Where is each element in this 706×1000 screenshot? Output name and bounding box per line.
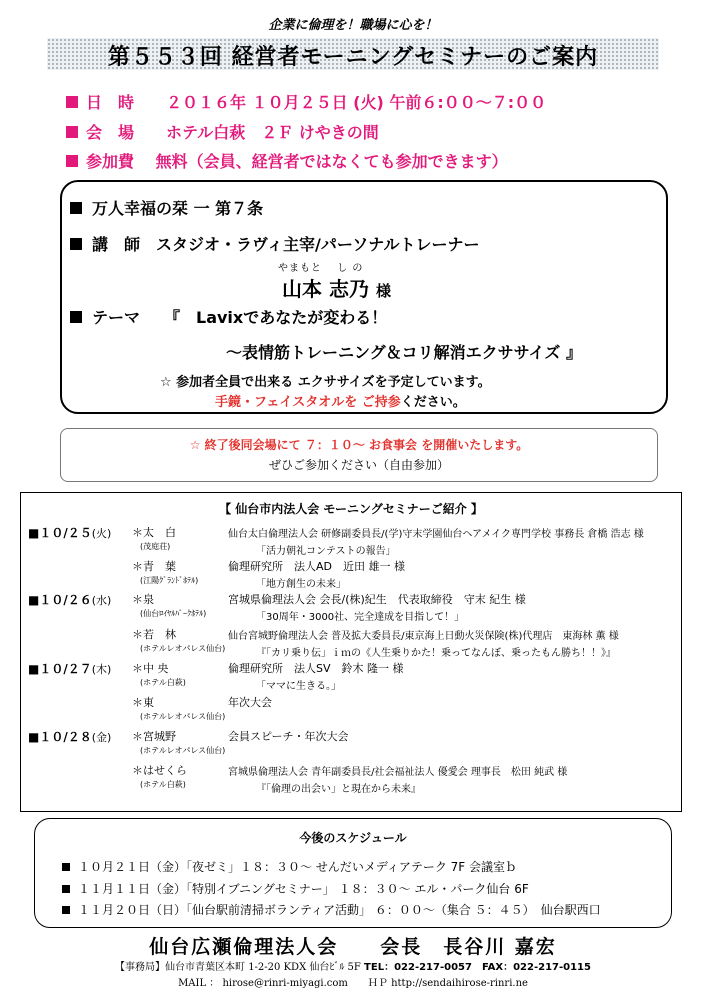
datetime-text: 日 時 ２０１６年 １０月２５日 (火) 午前６:００～７:００ (86, 93, 547, 112)
bullet-square-icon (70, 238, 82, 250)
bullet-square-icon (62, 863, 70, 871)
theme-line2: ～表情筋トレーニング＆コリ解消エクササイズ 』 (226, 343, 582, 362)
row-speaker: 倫理研究所 法人AD 近田 雄一 様 (228, 560, 405, 573)
future-item-text: １０月２１日（金）「夜ゼミ」１８：３０～ せんだいメディアテーク 7F 会議室ｂ (78, 860, 518, 874)
row-unit: ＊青 葉 (132, 560, 176, 573)
row-venue: (ホテルレオパレス仙台) (140, 746, 226, 755)
row-unit: ＊中 央 (132, 662, 169, 675)
exercise-note: ☆ 参加者全員で出来る エクササイズを予定しています。 (160, 375, 491, 390)
row-speaker: 会員スピーチ・年次大会 (228, 730, 349, 743)
bullet-square-icon (62, 906, 70, 914)
schedule-heading: 【 仙台市内法人会 モーニングセミナーご紹介 】 (219, 502, 483, 516)
row-dow: (火) (91, 527, 112, 540)
theme-line1: テーマ 『 Lavixであなたが変わる！ (92, 308, 388, 327)
row-topic: 「ママに生きる。」 (256, 681, 341, 692)
row-topic: 『「カリ乗り伝」ｉｍの《人生乗りかた！乗ってなんぼ、乗ったもん勝ち！！》』 (256, 648, 616, 659)
row-venue: (ホテルレオパレス仙台) (140, 712, 226, 721)
row-speaker: 年次大会 (228, 696, 272, 709)
bring-note-red: 手鏡・フェイスタオルを ご持参 (215, 395, 401, 410)
bring-note (215, 391, 466, 410)
row-venue: (ホテルレオパレス仙台) (140, 644, 226, 653)
row-venue: (茂庭荘) (140, 542, 171, 551)
row-speaker: 倫理研究所 法人SV 鈴木 隆一 様 (228, 662, 404, 675)
list-item (62, 858, 517, 875)
row-speaker: 仙台宮城野倫理法人会 普及拡大委員長/東京海上日動火災保険(株)代理店 東海林 薫 様 (228, 631, 619, 642)
office-text: 【事務局】仙台市青葉区本町 1-2-20 KDX 仙台ﾋﾞﾙ 5F (115, 962, 361, 973)
seminar-chapter (70, 196, 263, 219)
row-topic: 『「倫理の出会い」と現在から未来』 (256, 784, 421, 795)
page-title: 第５５３回 経営者モーニングセミナーのご案内 (107, 45, 599, 70)
row-dow: (水) (91, 594, 112, 607)
speaker-name (282, 273, 391, 302)
future-heading: 今後のスケジュール (299, 831, 407, 845)
dinner-line1: ☆ 終了後同会場にて ７：１０～ お食事会 を開催いたします。 (189, 438, 529, 452)
row-dow: (金) (91, 731, 112, 744)
row-date: ■１０/２７ (28, 662, 92, 676)
row-date: ■１０/２６ (28, 593, 92, 607)
bullet-square-icon (62, 885, 70, 893)
dinner-line2: ぜひご参加ください（自由参加） (268, 458, 449, 472)
table-row (28, 591, 111, 608)
bullet-square-icon (66, 96, 78, 108)
tagline: 企業に倫理を！職場に心を！ (268, 18, 438, 33)
future-item-text: １１月１１日（金）「特別イブニングセミナー」 １８：３０～ エル・パーク仙台 6F (78, 882, 529, 896)
bullet-square-icon (66, 155, 78, 167)
row-dow: (木) (91, 663, 112, 676)
row-unit: ＊東 (132, 696, 154, 709)
row-unit: ＊はせくら (132, 764, 187, 777)
bullet-square-icon (66, 126, 78, 138)
row-topic: 「活力朝礼コンテストの報告」 (256, 546, 396, 557)
row-venue: (仙台ﾛｲﾔﾙﾊﾟｰｸﾎﾃﾙ) (140, 609, 207, 618)
tel-fax: TEL：022-217-0057 FAX：022-217-0115 (364, 962, 591, 973)
speaker-name-text: 山本 志乃 (282, 277, 369, 301)
list-item (62, 880, 529, 897)
row-date: ■１０/２５ (28, 526, 92, 540)
info-venue (66, 120, 379, 143)
row-venue: (江陽ｸﾞﾗﾝﾄﾞﾎﾃﾙ) (140, 576, 199, 585)
office-address (0, 958, 706, 973)
list-item (62, 901, 601, 918)
fee-text: 参加費 無料（会員、経営者ではなくても参加できます） (86, 152, 508, 171)
row-unit: ＊太 白 (132, 526, 176, 539)
bring-note-rest: ください。 (400, 395, 466, 410)
row-unit: ＊宮城野 (132, 730, 176, 743)
row-unit: ＊若 林 (132, 628, 176, 641)
row-venue: (ホテル白萩) (140, 780, 186, 789)
row-speaker: 宮城県倫理法人会 会長/(株)紀生 代表取締役 守末 紀生 様 (228, 593, 526, 606)
venue-text: 会 場 ホテル白萩 ２Ｆ けやきの間 (86, 123, 379, 142)
row-topic: 「30周年・3000社、完全達成を目指して！」 (256, 612, 465, 623)
row-unit: ＊泉 (132, 593, 154, 606)
bullet-square-icon (70, 311, 82, 323)
table-row (28, 728, 111, 745)
table-row (28, 660, 111, 677)
info-fee (66, 149, 508, 172)
seminar-theme (70, 305, 387, 328)
row-speaker: 宮城県倫理法人会 青年副委員長/社会福祉法人 優愛会 理事長 松田 純武 様 (228, 767, 568, 778)
contact-line: MAIL ： hirose@rinri-miyagi.com ＨＰ http://sendaihirose-rinri.ne (178, 978, 528, 989)
table-row (28, 524, 111, 541)
speaker-ruby: やまもと し の (278, 263, 364, 274)
speaker-honorific: 様 (375, 282, 391, 300)
row-speaker: 仙台太白倫理法人会 研修副委員長/(学)守末学園仙台ヘアメイク専門学校 事務長 倉橋 浩志 様 (228, 529, 644, 540)
seminar-lecturer (70, 232, 479, 255)
row-topic: 「地方創生の未来」 (256, 579, 346, 590)
info-datetime (66, 90, 546, 113)
row-venue: (ホテル白萩) (140, 678, 186, 687)
row-date: ■１０/２８ (28, 730, 92, 744)
chapter-text: 万人幸福の栞 一 第７条 (92, 199, 264, 218)
bullet-square-icon (70, 202, 82, 214)
lecturer-text: 講 師 スタジオ・ラヴィ主宰/パーソナルトレーナー (92, 235, 480, 254)
organization-name: 仙台広瀬倫理法人会 会長 長谷川 嘉宏 (149, 936, 557, 958)
future-item-text: １１月２０日（日）「仙台駅前清掃ボランティア活動」 ６：００～（集合 ５：４５） 仙台駅西口 (78, 903, 601, 917)
